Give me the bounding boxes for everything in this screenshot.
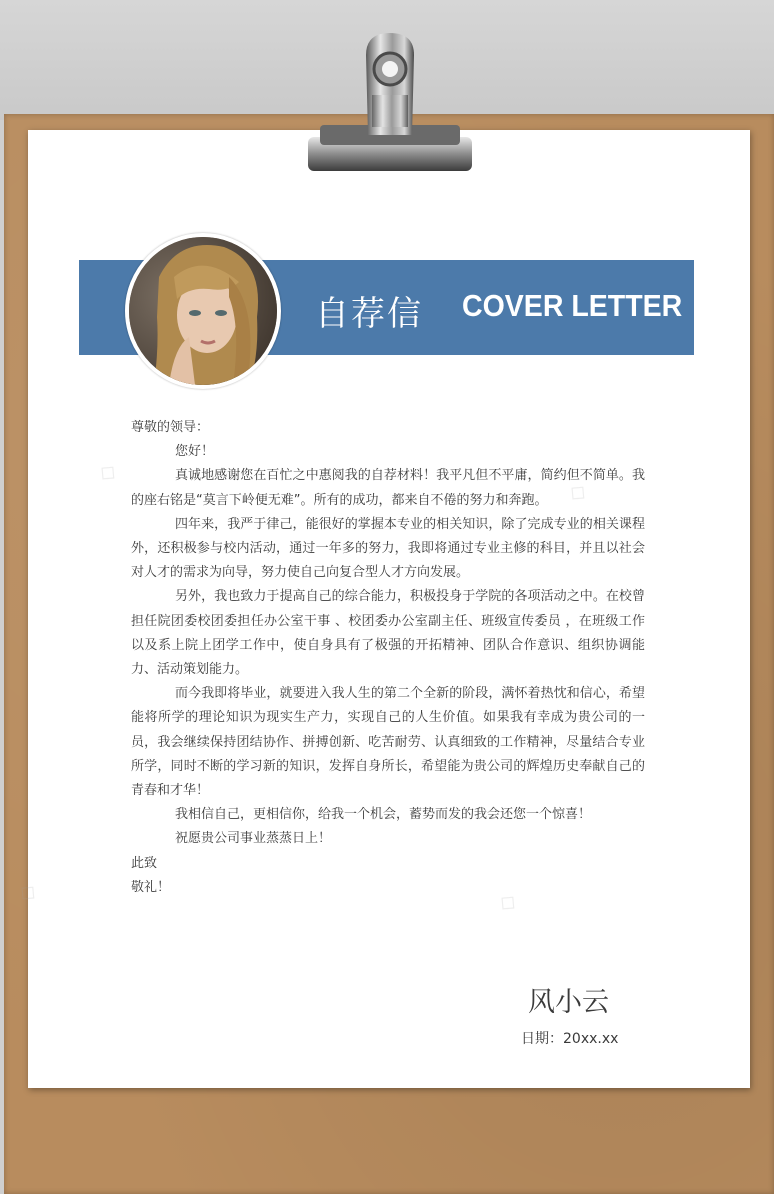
title-en: COVER LETTER: [462, 288, 683, 323]
letter-body: [131, 416, 645, 900]
avatar: [125, 233, 281, 389]
paragraph: 祝愿贵公司事业蒸蒸日上！: [175, 831, 332, 847]
paragraph: 我相信自己，更相信你，给我一个机会，蓄势而发的我会还您一个惊喜！: [175, 807, 592, 823]
title-cn: 自荐信: [315, 294, 423, 334]
paragraph: 真诚地感谢您在百忙之中惠阅我的自荐材料！我平凡但不平庸，简约但不简单。我的座右铭是“莫言下岭便无难”。所有的成功，都来自不倦的努力和奔跑。: [131, 468, 645, 508]
paragraph: 而今我即将毕业，就要进入我人生的第二个全新的阶段，满怀着热忱和信心，希望能将所学的理论知识为现实生产力，实现自己的人生价值。如果我有幸成为贵公司的一员，我会继续保持团结协作、拼搏创新、吃苦耐劳、认真细致的工作精神，尽量结合专业所学，同时不断的学习新的知识，发挥自身所长，希望能为贵公司的辉煌历史奉献自己的青春和才华！: [131, 686, 645, 799]
signature-name: 风小云: [528, 987, 609, 1018]
closing-line: 此致: [131, 855, 158, 871]
watermark-mark: ◇: [13, 877, 43, 908]
closing-line: 敬礼！: [131, 879, 171, 895]
watermark-mark: ◇: [493, 887, 523, 918]
binder-clip-icon: [300, 25, 480, 180]
paragraph: 四年来，我严于律己，能很好的掌握本专业的相关知识，除了完成专业的相关课程外，还积极参与校内活动，通过一年多的努力，我即将通过专业主修的科目，并且以社会对人才的需求为向导，努力使自己向复合型人才方向发展。: [131, 516, 645, 581]
watermark-mark: ◇: [563, 477, 593, 508]
watermark-mark: ◇: [93, 457, 123, 488]
portrait-photo: [129, 237, 277, 385]
greeting: 您好！: [175, 444, 215, 460]
salutation: 尊敬的领导：: [131, 420, 210, 435]
signature-date: 日期：20xx.xx: [521, 1031, 619, 1047]
paragraph: 另外，我也致力于提高自己的综合能力，积极投身于学院的各项活动之中。在校曾担任院团委校团委担任办公室干事 、校团委办公室副主任、班级宣传委员 ，在班级工作以及系上院上团学工作中，使自身具有了极强的开拓精神、团队合作意识、组织协调能力、活动策划能力。: [131, 589, 645, 678]
